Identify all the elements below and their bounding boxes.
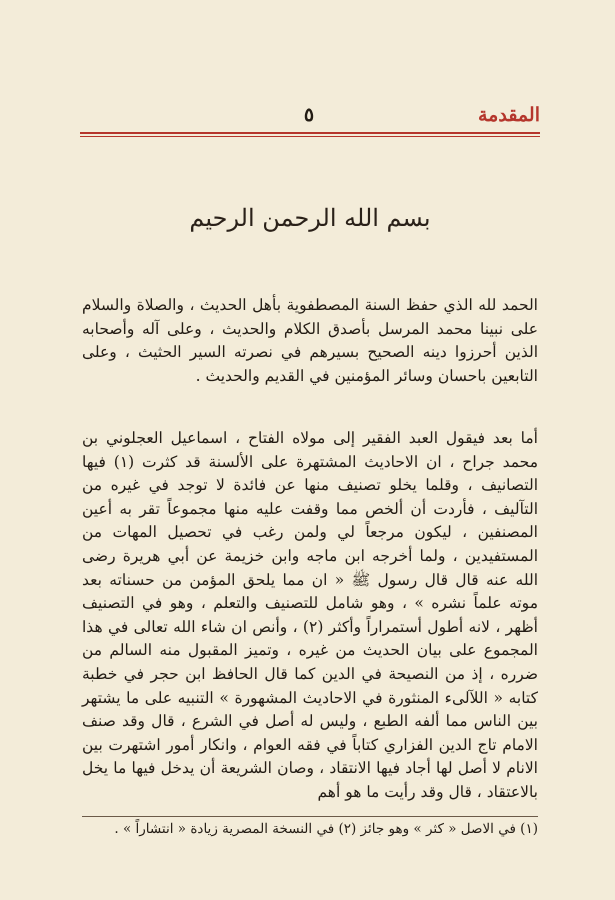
- header-rule: [80, 132, 540, 134]
- footnote-rule: [82, 816, 538, 817]
- paragraph-praise: الحمد لله الذي حفظ السنة المصطفوية بأهل الحديث ، والصلاة والسلام على نبينا محمد المرسل بأصدق الكلام والحديث ، وعلى آله وأصحابه الذين أحرزوا دينه الصحيح بسيرهم في نصرته السير الحثيث ، وعلى التابعين باحسان وسائر المؤمنين في القديم والحديث .: [82, 296, 538, 385]
- basmala: بسم الله الرحمن الرحيم: [189, 204, 431, 232]
- paragraph-main: أما بعد فيقول العبد الفقير إلى مولاه الفتاح ، اسماعيل العجلوني بن محمد جراح ، ان الاحاديث المشتهرة على الألسنة قد كثرت (١) فيها التصانيف ، وقلما يخلو تصنيف منها عن فائدة لا توجد في غيره من التآليف ، فأردت أن ألخص مما وقفت عليه منها مجموعاً تقر به أعين المصنفين ، ليكون مرجعاً لي ولمن رغب في تحصيل المهات من المستفيدين ، ولما أخرجه ابن ماجه وابن خزيمة عن أبي هريرة رضى الله عنه قال قال رسول ﷺ « ان مما يلحق المؤمن من حسناته بعد موته علماً نشره » ، وهو شامل للتصنيف والتعلم ، وهو في التصنيف أظهر ، لانه أطول أستمراراً وأكثر (٢) ، وأنص ان شاء الله تعالى في هذا المجموع على بيان الحديث من غيره ، وتميز المقبول منه السالم من ضرره ، إذ من النصيحة في الدين كما قال الحافظ ابن حجر في خطبة كتابه « اللآلىء المنثورة في الاحاديث المشهورة » التنبيه على ما يشتهر بين الناس مما ألفه الطبع ، وليس له أصل في الشرع ، قال وقد صنف الامام تاج الدين الفزاري كتاباً في فقه العوام ، وانكار أمور اشتهرت بين الانام لا أصل لها أجاد فيها الانتقاد ، وصان الشريعة أن يدخل فيها ما يخل بالاعتقاد ، قال وقد رأيت ما هو أهم: [82, 429, 539, 801]
- page-number: ٥: [303, 104, 315, 126]
- header-rule-thin: [80, 136, 540, 137]
- running-title: المقدمة: [477, 104, 540, 126]
- page-header: [78, 104, 540, 130]
- footnotes: (١) في الاصل « كثر » وهو جائز (٢) في النسخة المصرية زيادة « انتشاراً » .: [114, 821, 538, 837]
